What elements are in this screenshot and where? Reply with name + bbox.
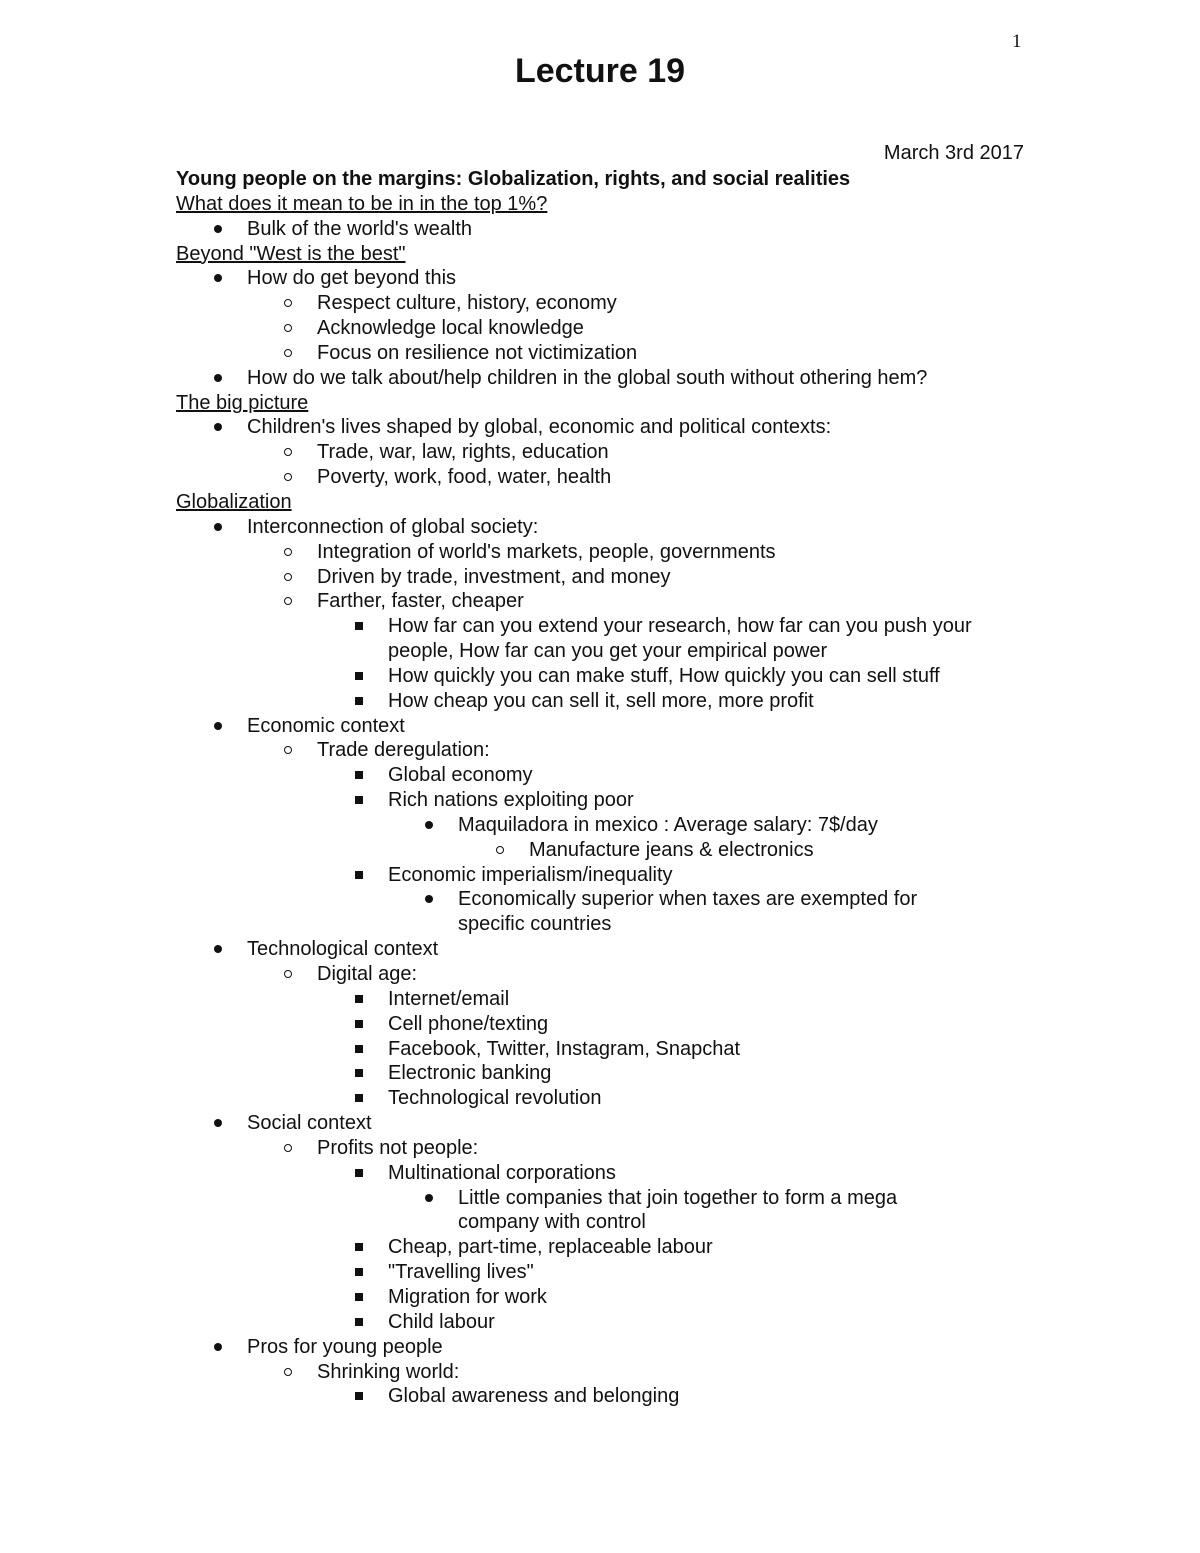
bullet-disc-icon (214, 1119, 222, 1127)
list-item: Social context (176, 1111, 1036, 1136)
page-title: Lecture 19 (514, 52, 686, 90)
bullet-disc-icon (425, 821, 433, 829)
list-item: Trade deregulation: (176, 738, 1036, 763)
bullet-square-icon (355, 1392, 363, 1400)
bullet-disc-icon (214, 523, 222, 531)
list-item: Manufacture jeans & electronics (176, 838, 1036, 863)
bullet-circle-icon (284, 548, 292, 556)
bullet-square-icon (355, 622, 363, 630)
bullet-circle-icon (496, 846, 504, 854)
list-item: "Travelling lives" (176, 1260, 1036, 1285)
bullet-circle-icon (284, 473, 292, 481)
list-item-continuation: specific countries (458, 913, 612, 936)
list-item: Respect culture, history, economy (176, 291, 1036, 316)
bullet-disc-icon (214, 1343, 222, 1351)
list-item: Global awareness and belonging (176, 1384, 1036, 1409)
list-item: Technological context (176, 937, 1036, 962)
bullet-square-icon (355, 1169, 363, 1177)
list-item: Economic context (176, 714, 1036, 739)
bullet-circle-icon (284, 1368, 292, 1376)
list-item: Farther, faster, cheaper (176, 589, 1036, 614)
lecture-subtitle: Young people on the margins: Globalization, rights, and social realities (176, 168, 851, 190)
list-item: How cheap you can sell it, sell more, more profit (176, 689, 1036, 714)
bullet-disc-icon (214, 722, 222, 730)
list-item: Electronic banking (176, 1061, 1036, 1086)
bullet-circle-icon (284, 746, 292, 754)
list-item: Little companies that join together to form a mega (176, 1186, 1036, 1211)
list-item: Profits not people: (176, 1136, 1036, 1161)
list-item: How do we talk about/help children in the global south without othering hem? (176, 366, 1036, 391)
list-item: Acknowledge local knowledge (176, 316, 1036, 341)
bullet-circle-icon (284, 1144, 292, 1152)
bullet-circle-icon (284, 970, 292, 978)
section-heading: What does it mean to be in in the top 1%? (176, 192, 548, 215)
list-item: Economic imperialism/inequality (176, 863, 1036, 888)
bullet-disc-icon (214, 225, 222, 233)
bullet-square-icon (355, 1069, 363, 1077)
list-item: Trade, war, law, rights, education (176, 440, 1036, 465)
list-item-continuation: company with control (458, 1211, 646, 1234)
bullet-circle-icon (284, 349, 292, 357)
bullet-square-icon (355, 1243, 363, 1251)
bullet-square-icon (355, 1318, 363, 1326)
list-item: Digital age: (176, 962, 1036, 987)
bullet-disc-icon (214, 423, 222, 431)
lecture-date: March 3rd 2017 (883, 142, 1024, 164)
bullet-square-icon (355, 697, 363, 705)
list-item: Poverty, work, food, water, health (176, 465, 1036, 490)
list-item: Technological revolution (176, 1086, 1036, 1111)
bullet-square-icon (355, 871, 363, 879)
list-item: Facebook, Twitter, Instagram, Snapchat (176, 1037, 1036, 1062)
bullet-square-icon (355, 1293, 363, 1301)
bullet-circle-icon (284, 573, 292, 581)
list-item: How far can you extend your research, how far can you push your (176, 614, 1036, 639)
list-item: Cheap, part-time, replaceable labour (176, 1235, 1036, 1260)
list-item: Shrinking world: (176, 1360, 1036, 1385)
bullet-disc-icon (214, 274, 222, 282)
lecture-notes (176, 167, 1036, 1409)
list-item: Rich nations exploiting poor (176, 788, 1036, 813)
bullet-disc-icon (425, 1194, 433, 1202)
list-item: Interconnection of global society: (176, 515, 1036, 540)
list-item: Global economy (176, 763, 1036, 788)
list-item: Child labour (176, 1310, 1036, 1335)
list-item: Internet/email (176, 987, 1036, 1012)
list-item: Maquiladora in mexico : Average salary: 7$/day (176, 813, 1036, 838)
bullet-square-icon (355, 1268, 363, 1276)
list-item: Multinational corporations (176, 1161, 1036, 1186)
bullet-circle-icon (284, 299, 292, 307)
bullet-circle-icon (284, 448, 292, 456)
section-heading: Beyond "West is the best" (176, 242, 406, 265)
list-item: Integration of world's markets, people, governments (176, 540, 1036, 565)
bullet-square-icon (355, 1094, 363, 1102)
bullet-square-icon (355, 672, 363, 680)
bullet-disc-icon (214, 945, 222, 953)
list-item: How do get beyond this (176, 266, 1036, 291)
list-item: Driven by trade, investment, and money (176, 565, 1036, 590)
page-number: 1 (1012, 31, 1022, 52)
bullet-circle-icon (284, 324, 292, 332)
bullet-circle-icon (284, 597, 292, 605)
bullet-square-icon (355, 995, 363, 1003)
section-heading: Globalization (176, 490, 292, 513)
bullet-square-icon (355, 796, 363, 804)
list-item: Bulk of the world's wealth (176, 217, 1036, 242)
bullet-square-icon (355, 1020, 363, 1028)
list-item: Migration for work (176, 1285, 1036, 1310)
list-item-continuation: people, How far can you get your empirical power (388, 640, 828, 663)
bullet-disc-icon (425, 895, 433, 903)
bullet-square-icon (355, 1045, 363, 1053)
list-item: Children's lives shaped by global, economic and political contexts: (176, 415, 1036, 440)
list-item: Cell phone/texting (176, 1012, 1036, 1037)
bullet-square-icon (355, 771, 363, 779)
list-item: Pros for young people (176, 1335, 1036, 1360)
section-heading: The big picture (176, 391, 309, 414)
list-item: Economically superior when taxes are exempted for (176, 887, 1036, 912)
list-item: How quickly you can make stuff, How quickly you can sell stuff (176, 664, 1036, 689)
list-item: Focus on resilience not victimization (176, 341, 1036, 366)
bullet-disc-icon (214, 374, 222, 382)
